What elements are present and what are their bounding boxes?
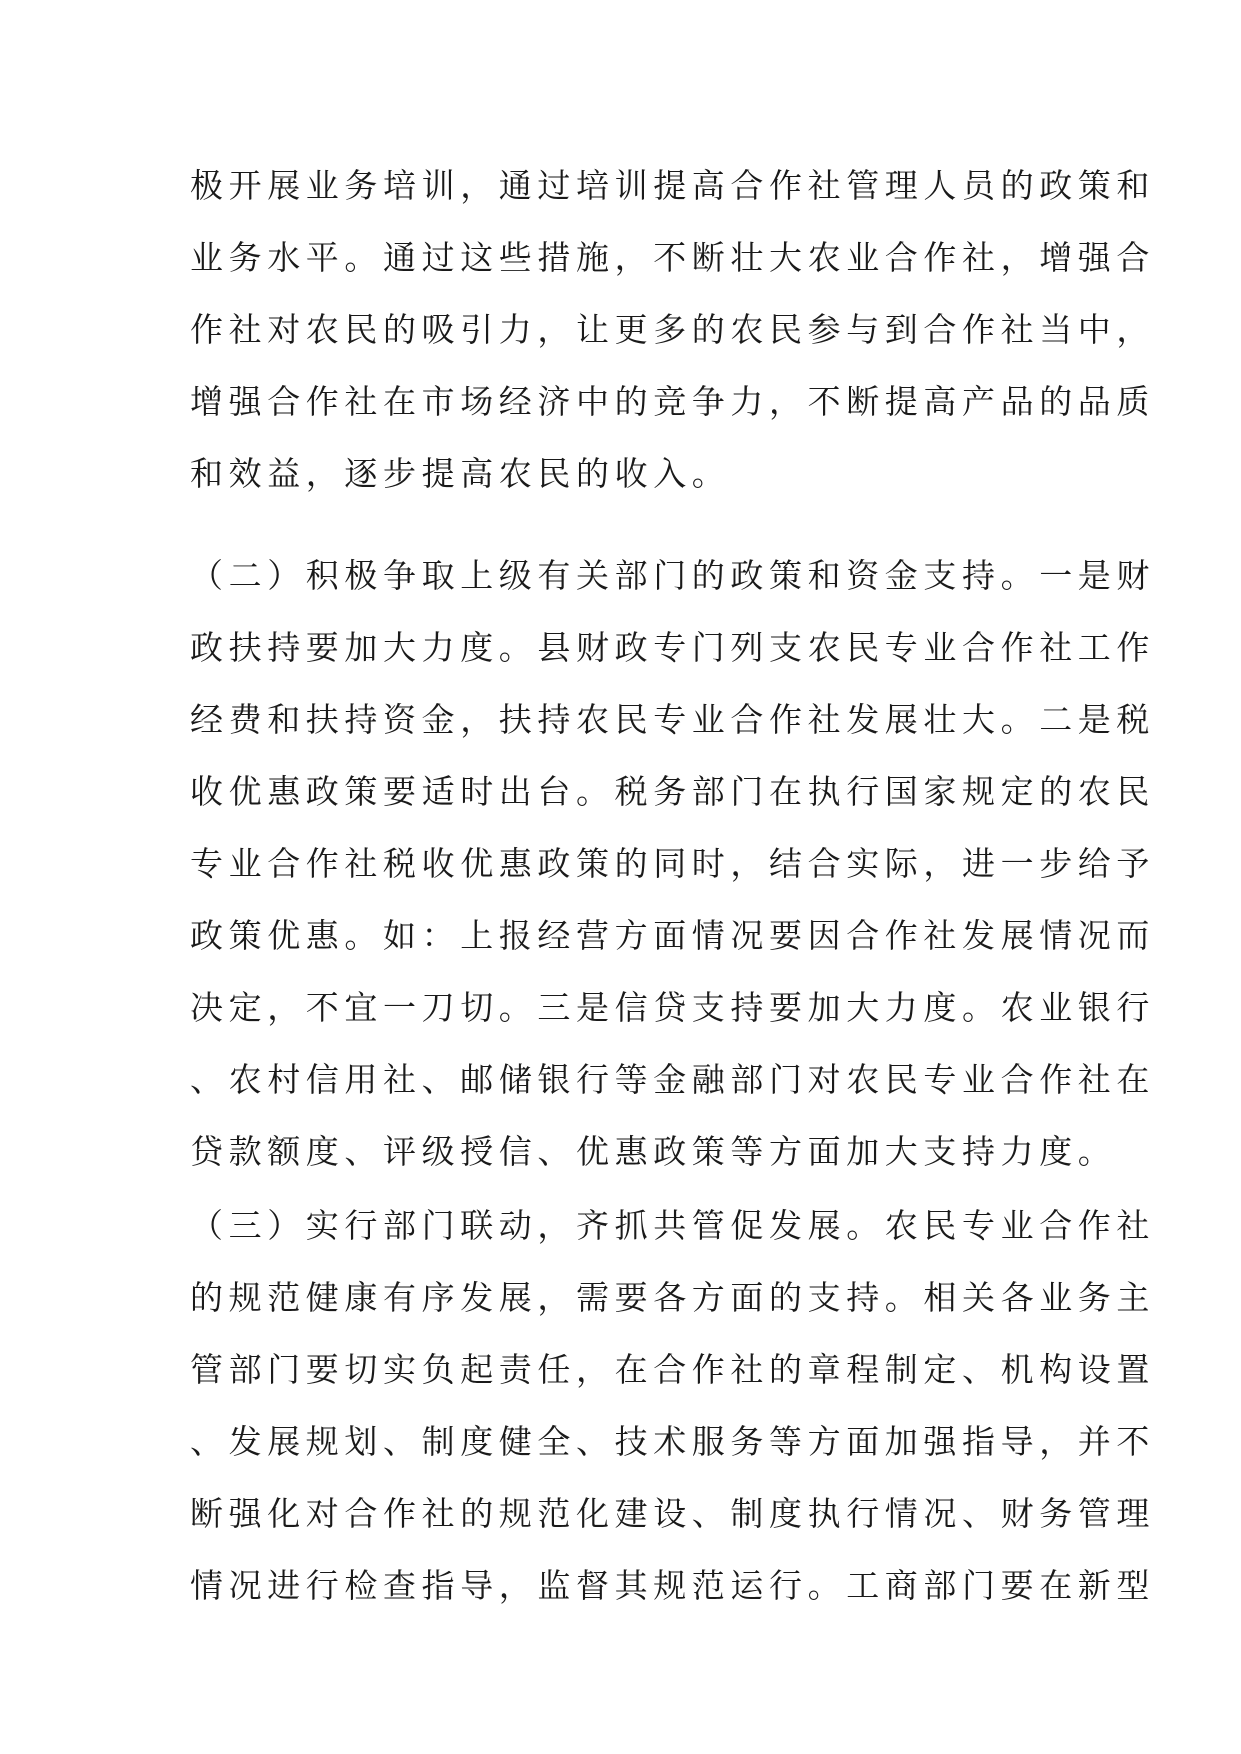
text-line: 作社对农民的吸引力，让更多的农民参与到合作社当中， [190, 310, 1155, 349]
text-line: 专业合作社税收优惠政策的同时，结合实际，进一步给予 [190, 844, 1155, 883]
paragraph-section-3 [190, 1190, 1155, 1622]
text-line: 收优惠政策要适时出台。税务部门在执行国家规定的农民 [190, 772, 1155, 811]
text-line: （二）积极争取上级有关部门的政策和资金支持。一是财 [190, 556, 1155, 595]
text-line: 贷款额度、评级授信、优惠政策等方面加大支持力度。 [190, 1132, 1117, 1171]
text-line: 政扶持要加大力度。县财政专门列支农民专业合作社工作 [190, 628, 1155, 667]
text-line: 断强化对合作社的规范化建设、制度执行情况、财务管理 [190, 1494, 1155, 1533]
text-line: 增强合作社在市场经济中的竞争力，不断提高产品的品质 [190, 382, 1155, 421]
text-line: 、发展规划、制度健全、技术服务等方面加强指导，并不 [190, 1422, 1155, 1461]
paragraph-section-2 [190, 540, 1155, 1188]
text-line: （三）实行部门联动，齐抓共管促发展。农民专业合作社 [190, 1206, 1155, 1245]
text-line: 决定，不宜一刀切。三是信贷支持要加大力度。农业银行 [190, 988, 1155, 1027]
text-line: 管部门要切实负起责任，在合作社的章程制定、机构设置 [190, 1350, 1155, 1389]
paragraph-continuation [190, 150, 1155, 510]
text-line: 政策优惠。如：上报经营方面情况要因合作社发展情况而 [190, 916, 1155, 955]
text-line: 业务水平。通过这些措施，不断壮大农业合作社，增强合 [190, 238, 1155, 277]
text-line: 的规范健康有序发展，需要各方面的支持。相关各业务主 [190, 1278, 1155, 1317]
text-line: 经费和扶持资金，扶持农民专业合作社发展壮大。二是税 [190, 700, 1155, 739]
text-line: 极开展业务培训，通过培训提高合作社管理人员的政策和 [190, 166, 1155, 205]
text-line: 和效益，逐步提高农民的收入。 [190, 454, 731, 493]
text-line: 、农村信用社、邮储银行等金融部门对农民专业合作社在 [190, 1060, 1155, 1099]
text-line: 情况进行检查指导，监督其规范运行。工商部门要在新型 [190, 1566, 1155, 1605]
